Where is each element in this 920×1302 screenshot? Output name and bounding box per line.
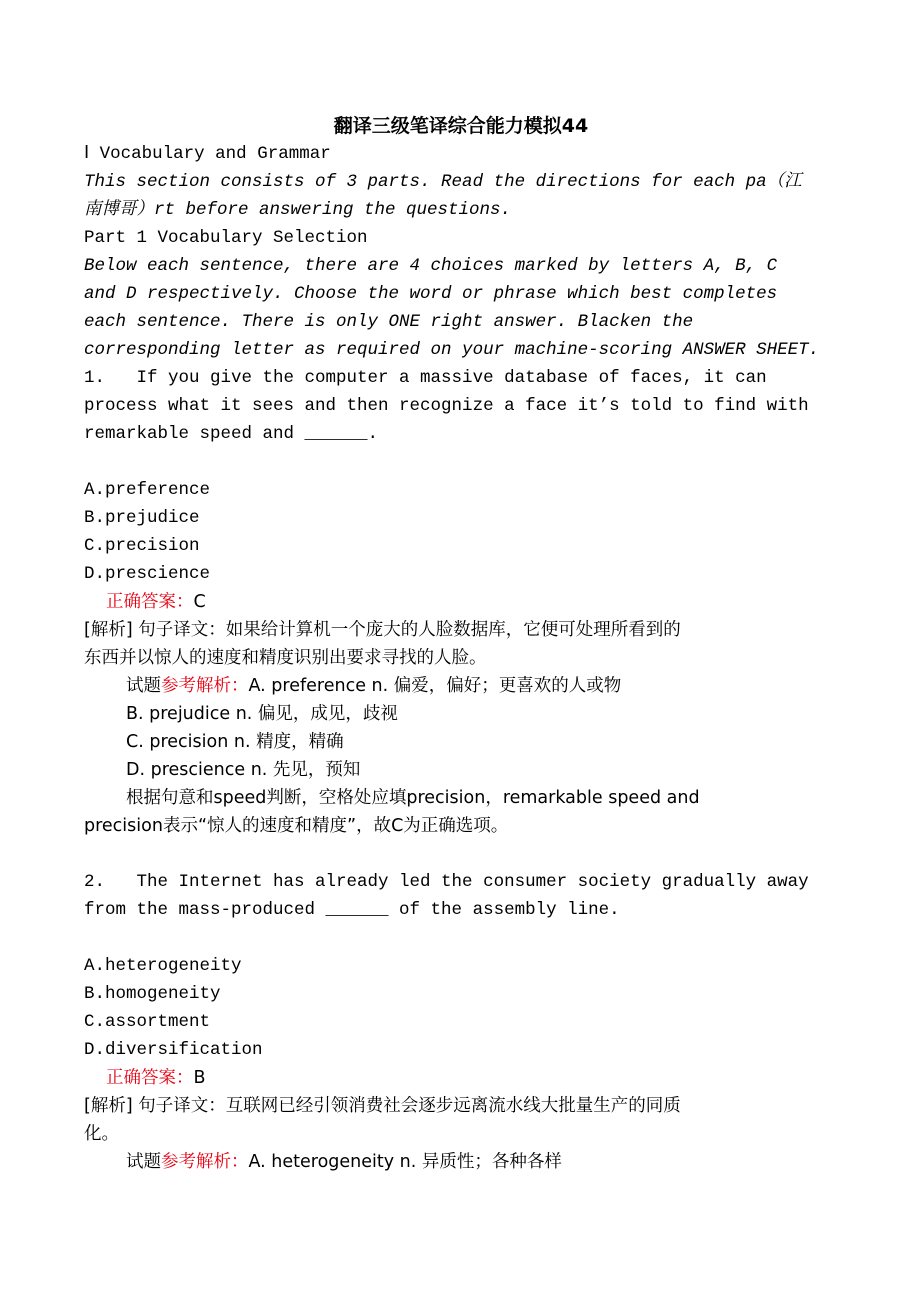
analysis-line-2: 化。 — [84, 1124, 119, 1144]
answer-value: B — [193, 1068, 206, 1088]
question-text-line-3: remarkable speed and ______. — [84, 424, 379, 444]
answer-label: 正确答案： — [106, 1068, 194, 1088]
directions-line-4: corresponding letter as required on your machine-scoring ANSWER SHEET. — [84, 340, 820, 360]
section-heading: Ⅰ Vocabulary and Grammar — [84, 144, 331, 164]
reference-label: 参考解析： — [161, 676, 249, 696]
question-2 — [84, 868, 844, 1176]
document-title: 翻译三级笔译综合能力模拟44 — [333, 115, 589, 137]
option-d: D.diversification — [84, 1040, 263, 1060]
question-text-line-2: from the mass-produced ______ of the assembly line. — [84, 900, 620, 920]
reference-prefix: 试题 — [126, 1152, 161, 1172]
reference-prefix: 试题 — [126, 676, 161, 696]
reference-analysis — [84, 672, 844, 700]
option-b: B.homogeneity — [84, 984, 221, 1004]
reference-label: 参考解析： — [161, 1152, 249, 1172]
directions-line-1: Below each sentence, there are 4 choices marked by letters A, B, C — [84, 256, 778, 276]
option-d: D.prescience — [84, 564, 211, 584]
directions-line-3: each sentence. There is only ONE right answer. Blacken the — [84, 312, 694, 332]
reference-option-a: A. heterogeneity n. 异质性；各种各样 — [248, 1152, 562, 1172]
reference-option-d: D. prescience n. 先见，预知 — [126, 760, 361, 780]
option-c: C.precision — [84, 536, 200, 556]
analysis-line-1: [解析] 句子译文：互联网已经引领消费社会逐步远离流水线大批量生产的同质 — [84, 1096, 681, 1116]
section-intro-line-1: This section consists of 3 parts. Read the directions for each pa（江 — [84, 172, 802, 192]
reference-conclusion-line-1: 根据句意和speed判断，空格处应填precision，remarkable speed and — [126, 788, 700, 808]
reference-option-a: A. preference n. 偏爱，偏好；更喜欢的人或物 — [248, 676, 622, 696]
section-intro-line-2: 南博哥）rt before answering the questions. — [84, 200, 512, 220]
question-text-line-1: 2. The Internet has already led the consumer society gradually away — [84, 872, 809, 892]
directions-line-2: and D respectively. Choose the word or phrase which best completes — [84, 284, 778, 304]
reference-option-b: B. prejudice n. 偏见，成见，歧视 — [126, 704, 398, 724]
option-c: C.assortment — [84, 1012, 211, 1032]
part-heading: Part 1 Vocabulary Selection — [84, 228, 368, 248]
question-text-line-2: process what it sees and then recognize a face it’s told to find with — [84, 396, 809, 416]
reference-analysis — [84, 1148, 844, 1176]
correct-answer — [84, 1064, 844, 1092]
reference-conclusion-line-2: precision表示“惊人的速度和精度”，故C为正确选项。 — [84, 816, 509, 836]
option-a: A.heterogeneity — [84, 956, 242, 976]
question-1 — [84, 364, 844, 840]
analysis-line-1: [解析] 句子译文：如果给计算机一个庞大的人脸数据库，它便可处理所看到的 — [84, 620, 681, 640]
document-page — [84, 112, 844, 1176]
answer-value: C — [193, 592, 206, 612]
answer-label: 正确答案： — [106, 592, 194, 612]
option-a: A.preference — [84, 480, 211, 500]
option-b: B.prejudice — [84, 508, 200, 528]
reference-option-c: C. precision n. 精度，精确 — [126, 732, 344, 752]
correct-answer — [84, 588, 844, 616]
analysis-line-2: 东西并以惊人的速度和精度识别出要求寻找的人脸。 — [84, 648, 487, 668]
question-text-line-1: 1. If you give the computer a massive database of faces, it can — [84, 368, 767, 388]
